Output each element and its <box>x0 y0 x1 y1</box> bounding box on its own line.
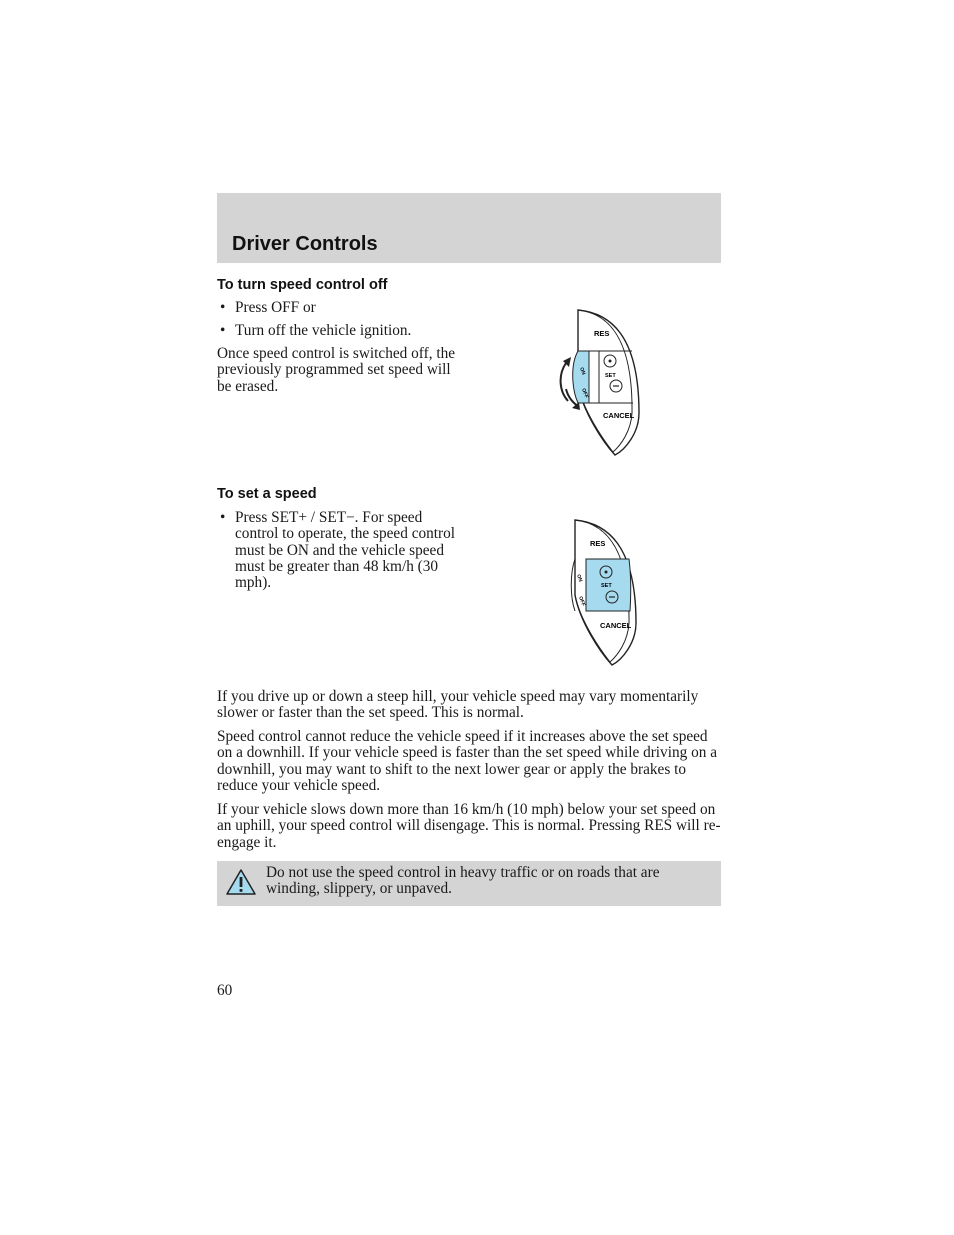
set-label: SET <box>601 583 612 589</box>
cancel-label: CANCEL <box>603 411 635 420</box>
bullet-item: • Press SET+ / SET−. For speed control to operate, the speed control must be ON and the vehicle speed must be greater than 48 km/h (30 mph). <box>217 510 467 591</box>
heading-turn-off: To turn speed control off <box>217 277 388 293</box>
res-label: RES <box>590 539 606 548</box>
section-header <box>217 193 721 263</box>
set-label: SET <box>605 373 616 379</box>
paragraph-uphill: If your vehicle slows down more than 16 km/h (10 mph) below your set speed on an uphill, your speed control will disengage. This is normal. Pressing RES will re-engage it. <box>217 801 721 851</box>
heading-set-speed: To set a speed <box>217 486 317 502</box>
cancel-label: CANCEL <box>600 621 632 630</box>
speed-control-set-illustration <box>555 515 650 670</box>
bullet-item: • Turn off the vehicle ignition. <box>217 323 411 339</box>
speed-control-off-illustration <box>555 305 650 460</box>
on-label: ON <box>578 366 587 376</box>
paragraph-downhill: Speed control cannot reduce the vehicle speed if it increases above the set speed on a downhill. If your vehicle speed is faster than the set speed while driving on a downhill, you may want to shift to the next lower gear or apply the brakes to reduce your vehicle speed. <box>217 728 717 794</box>
paragraph-hill: If you drive up or down a steep hill, your vehicle speed may vary momentarily slower or faster than the set speed. This is normal. <box>217 688 699 722</box>
bullet-item: • Press OFF or <box>217 300 411 316</box>
turn-off-bullet-list <box>217 300 411 340</box>
off-label: OFF <box>577 595 587 608</box>
on-label: ON <box>575 573 584 583</box>
warning-box <box>217 861 721 906</box>
warning-text: Do not use the speed control in heavy traffic or on roads that are winding, slippery, or unpaved. <box>266 864 660 898</box>
off-label: OFF <box>580 387 590 400</box>
res-label: RES <box>594 329 610 338</box>
page-number: 60 <box>217 982 233 999</box>
set-speed-bullet-list <box>217 510 467 591</box>
turn-off-paragraph: Once speed control is switched off, the previously programmed set speed will be erased. <box>217 345 456 395</box>
section-title: Driver Controls <box>232 233 378 255</box>
warning-triangle-icon <box>225 868 257 896</box>
